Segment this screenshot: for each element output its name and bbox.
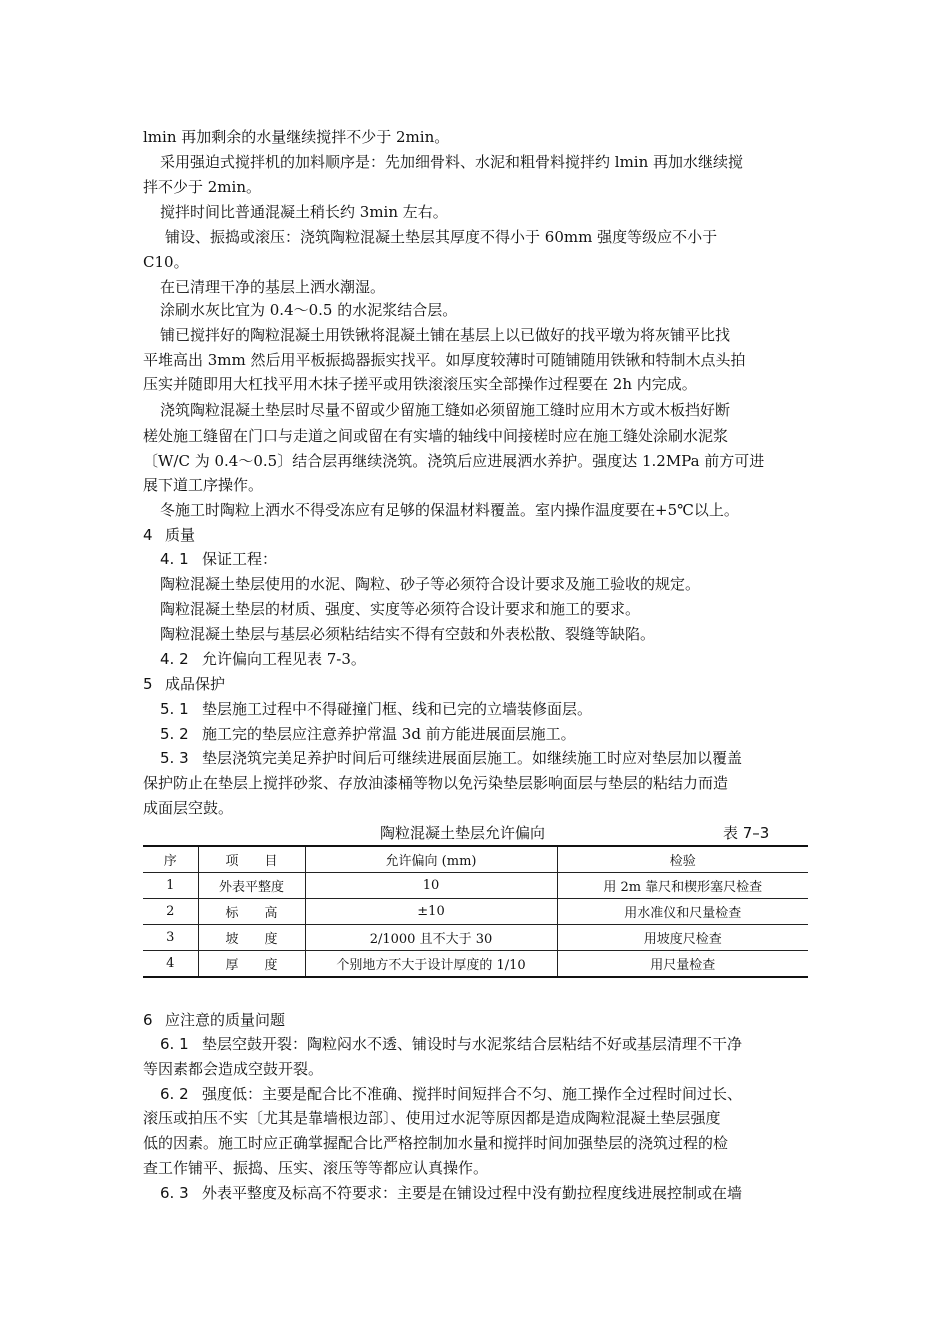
subsection-6-1 [160,1034,808,1056]
section-heading-quality [143,525,808,547]
subsection-5-1 [160,699,808,721]
subsection-6-3 [160,1183,808,1205]
table-cell: 用尺量检查 [557,951,808,978]
table-cell: 2 [143,899,198,925]
table-cell: 个别地方不大于设计厚度的 1/10 [305,951,557,978]
paragraph-line: 铺设、振捣或滚压：浇筑陶粒混凝土垫层其厚度不得小于 60mm 强度等级应不小于 [165,228,718,246]
section-number: 4 [143,526,153,544]
header-cell: 项 目 [198,846,305,873]
table-cell: 2/1000 且不大于 30 [305,925,557,951]
section-title: 质量 [165,526,196,544]
subsection-6-2 [160,1084,808,1106]
table-row [143,873,808,899]
subsection-4-1 [160,549,808,571]
paragraph-line: 槎处施工缝留在门口与走道之间或留在有实墙的轴线中间接槎时应在施工缝处涂刷水泥浆 [143,427,729,445]
paragraph-line: C10。 [143,253,189,271]
paragraph-line: 低的因素。施工时应正确掌握配合比严格控制加水量和搅拌时间加强垫层的浇筑过程的检 [143,1134,729,1152]
table-cell: 标 高 [198,899,305,925]
table-header-row [143,846,808,873]
header-cell: 允许偏向 (mm) [305,846,557,873]
paragraph-line: 等因素都会造成空鼓开裂。 [143,1060,324,1078]
section-title: 成品保护 [165,675,226,693]
subsection-number: 6. 1 [160,1035,189,1053]
table-title: 陶粒混凝土垫层允许偏向 [380,824,546,842]
table-row [143,951,808,978]
paragraph-line: 压实并随即用大杠找平用木抹子搓平或用铁滚滚压实全部操作过程要在 2h 内完成。 [143,375,697,393]
paragraph-line: 滚压或拍压不实〔尤其是靠墙根边部〕、使用过水泥等原因都是造成陶粒混凝土垫层强度 [143,1109,721,1127]
subsection-text: 强度低：主要是配合比不准确、搅拌时间短拌合不匀、施工操作全过程时间过长、 [202,1085,743,1103]
subsection-number: 4. 2 [160,650,189,668]
table-cell: 10 [305,873,557,899]
table-cell: 外表平整度 [198,873,305,899]
subsection-number: 4. 1 [160,550,189,568]
table-cell: 1 [143,873,198,899]
subsection-5-2 [160,724,808,746]
subsection-text: 保证工程： [202,550,278,568]
section-heading-quality-issues [143,1010,808,1032]
header-cell: 序 [143,846,198,873]
paragraph-line: 铺已搅拌好的陶粒混凝土用铁锹将混凝土铺在基层上以已做好的找平墩为将灰铺平比找 [160,326,731,344]
table-cell: ±10 [305,899,557,925]
subsection-text: 垫层空鼓开裂：陶粒闷水不透、铺设时与水泥浆结合层粘结不好或基层清理不干净 [202,1035,743,1053]
section-title: 应注意的质量问题 [165,1011,286,1029]
paragraph-line: 〔W/C 为 0.4～0.5〕结合层再继续浇筑。浇筑后应进展洒水养护。强度达 1.2MPa 前方可进 [143,452,765,470]
subsection-number: 6. 3 [160,1184,189,1202]
subsection-5-3 [160,748,808,770]
paragraph-line: 在已清理干净的基层上洒水潮湿。 [160,278,386,296]
subsection-text: 允许偏向工程见表 7-3。 [202,650,366,668]
subsection-text: 施工完的垫层应注意养护常温 3d 前方能进展面层施工。 [202,725,576,743]
header-cell: 检验 [557,846,808,873]
table-row [143,899,808,925]
section-number: 6 [143,1011,153,1029]
paragraph-line: lmin 再加剩余的水量继续搅拌不少于 2min。 [143,128,450,146]
paragraph-line: 展下道工序操作。 [143,476,264,494]
subsection-4-2 [160,649,808,671]
paragraph-line: 拌不少于 2min。 [143,178,261,196]
paragraph-line: 冬施工时陶粒上洒水不得受冻应有足够的保温材料覆盖。室内操作温度要在+5℃以上。 [160,501,739,519]
subsection-text: 垫层浇筑完美足养护时间后可继续进展面层施工。如继续施工时应对垫层加以覆盖 [202,749,743,767]
table-number: 表 7–3 [723,824,770,842]
paragraph-line: 采用强迫式搅拌机的加料顺序是：先加细骨料、水泥和粗骨料搅拌约 lmin 再加水继续搅 [160,153,744,171]
table-cell: 用坡度尺检查 [557,925,808,951]
table-cell: 3 [143,925,198,951]
table-cell: 用水准仪和尺量检查 [557,899,808,925]
section-number: 5 [143,675,153,693]
paragraph-line: 查工作铺平、振捣、压实、滚压等等都应认真操作。 [143,1159,489,1177]
subsection-text: 外表平整度及标高不符要求：主要是在铺设过程中没有勤拉程度线进展控制或在墙 [202,1184,743,1202]
subsection-number: 5. 2 [160,725,189,743]
paragraph-line: 涂刷水灰比宜为 0.4～0.5 的水泥浆结合层。 [160,301,458,319]
section-heading-product-protection [143,674,808,696]
subsection-text: 垫层施工过程中不得碰撞门框、线和已完的立墙装修面层。 [202,700,593,718]
table-cell: 4 [143,951,198,978]
deviation-table [143,845,808,978]
paragraph-line: 保护防止在垫层上搅拌砂浆、存放油漆桶等物以免污染垫层影响面层与垫层的粘结力而造 [143,774,729,792]
table-cell: 坡 度 [198,925,305,951]
subsection-number: 6. 2 [160,1085,189,1103]
paragraph-line: 浇筑陶粒混凝土垫层时尽量不留或少留施工缝如必须留施工缝时应用木方或木板挡好断 [160,401,731,419]
subsection-number: 5. 3 [160,749,189,767]
paragraph-line: 成面层空鼓。 [143,799,234,817]
paragraph-line: 陶粒混凝土垫层的材质、强度、实度等必须符合设计要求和施工的要求。 [160,600,641,618]
paragraph-line: 陶粒混凝土垫层与基层必须粘结结实不得有空鼓和外表松散、裂缝等缺陷。 [160,625,656,643]
table-row [143,925,808,951]
paragraph-line: 搅拌时间比普通混凝土稍长约 3min 左右。 [160,203,448,221]
subsection-number: 5. 1 [160,700,189,718]
table-cell: 用 2m 靠尺和楔形塞尺检查 [557,873,808,899]
table-cell: 厚 度 [198,951,305,978]
paragraph-line: 陶粒混凝土垫层使用的水泥、陶粒、砂子等必须符合设计要求及施工验收的规定。 [160,575,701,593]
paragraph-line: 平堆高出 3mm 然后用平板振捣器振实找平。如厚度较薄时可随铺随用铁锹和特制木点头拍 [143,351,746,369]
